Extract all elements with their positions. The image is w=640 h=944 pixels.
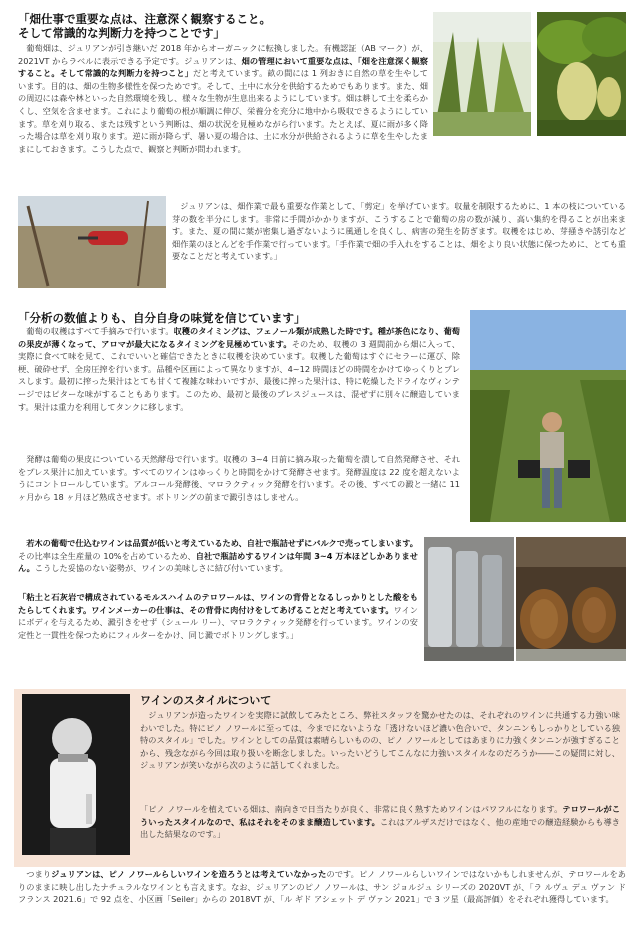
section3-heading: ワインのスタイルについて	[140, 694, 272, 707]
body-text: そのため、収穫の 3 週間前から畑に入って、実際に食べて味を見て、これでいいと確信できたときに収穫を決めています。収穫した葡萄はすぐにセラーに運び、除梗、破砕せず、全房圧搾を行います。品種や区画によって異なりますが、4~12 時間ほどの時間をかけてゆっくりとプレスします。最初に搾った果汁はとても甘くて複雑な味わいですが、最後に搾った果汁は、特に乾燥したドライなヴィンテージではピターな味がすることもあります。このため、最初と最後のプレスジュースは、混ぜずに別々に醸造しています。果汁は重力を利用してタンクに移します。	[18, 338, 460, 412]
body-text: つまり	[18, 869, 52, 879]
section3-paragraph-2	[18, 868, 626, 906]
body-text: ジュリアンが造ったワインを実際に試飲してみたところ、弊社スタッフを驚かせたのは、それぞれのワインに共通する力強い味わいでした。特にピノ ノワールに至っては、今までにないような「透けないほど濃い色合いで、タンニンもしっかりとしている独特のスタイル」でした。ワインとしての品質は素晴らしいものの、ピノ ノワールとしてはあまりに力強くタンニンが強すぎることから、残念ながら今回は取り扱いを断念しました。いったいどうしてこんなに力強いスタイルなのだろうか――この疑問に対し、ジュリアンが笑いながら次のように話してくれました。	[140, 710, 620, 771]
body-text: 葡萄の収穫はすべて手摘みで行います。	[18, 326, 174, 336]
section1-heading	[18, 12, 428, 40]
body-text: こうした妥協のない姿勢が、ワインの美味しさに結び付いています。	[34, 563, 288, 574]
emphasis-text: 若木の葡萄で仕込むワインは品質が低いと考えているため、自社で瓶詰せずにバルクで売ってしまいます。	[26, 538, 418, 548]
section1-heading-line1: 「畑仕事で重要な点は、注意深く観察すること。	[18, 12, 271, 26]
pruning-photo	[18, 196, 166, 288]
emphasis-text: 自社で瓶詰めするワインは年間 3~4 万本ほどしかありません。	[18, 550, 418, 574]
section3-paragraph-1	[140, 709, 620, 772]
section2-paragraph-4	[18, 591, 418, 641]
section2-heading: 「分析の数値よりも、自分自身の味覚を信じています」	[18, 311, 306, 325]
section2-paragraph-1	[18, 325, 460, 413]
body-text: 発酵は葡萄の果皮についている天然酵母で行います。収穫の 3~4 日前に摘み取った葡萄を潰して自然発酵させ、それをプレス果汁に加えています。すべてのワインはゆっくりと時間をかけて発酵させます。発酵温度は 22 度を超えないようにコントロールしています。アルコール発酵後、マロラクティック発酵を行います。その後、すべての澱と一緒に 11 ヶ月から 18 ヶ月ほど熟成させます。ボトリングの前まで澱引きはしません。	[18, 454, 460, 502]
emphasis-text: ジュリアンは、ピノ ノワールらしいワインを造ろうとは考えていなかった	[51, 869, 327, 879]
emphasis-text: 収穫のタイミングは、フェノール類が成熟した時です。種が茶色になり、葡萄の果皮が薄くなって、アロマが最大になるタイミングを見極めています。	[18, 326, 460, 349]
steel-tanks-photo	[424, 537, 514, 661]
section3-quote	[140, 803, 620, 841]
body-text: 「ピノ ノワールを植えている畑は、南向きで日当たりが良く、非常に良く熟すためワインはパワフルになります。	[140, 804, 563, 814]
emphasis-text: 畑の管理において重要な点は、「畑を注意深く観察すること。そして常識的な判断力を持つこと」	[18, 55, 428, 79]
harvest-worker-photo	[470, 310, 626, 522]
grape-cluster-photo	[537, 12, 626, 136]
winemaker-portrait-photo	[22, 694, 130, 855]
section2-paragraph-3	[18, 537, 418, 575]
oak-barrels-photo	[516, 537, 626, 661]
section2-paragraph-2	[18, 453, 460, 503]
body-text: だと考えています。畝の間には 1 列おきに自然の草を生やしています。目的は、畑の生物多様性を保つためです。そして、土中に水分を供給するためでもあります。また、畑の周辺には森や林といった自然環境を残し、様々な生物が生息出来るようにしています。畑は耕して土を柔らかくし、空気を含ませます。これにより葡萄の根が順調に伸び、栄養分を充分に地中から吸収できるようにしています。草を刈り取る、または残すという判断は、畑の状況を見極めながら行います。たとえば、夏に雨が多く降った場合は草を刈り取ります。逆に雨が降らず、暑い夏の場合は、土に水分が供給されるように草を生やしたままにしておきます。こうした点で、観察と判断が問われます。	[18, 68, 428, 154]
body-text: のです。ピノ ノワールらしいワインではないかもしれませんが、テロワールをありのままに映し出したナチュラルなワインとも言えます。なお、ジュリアンのピノ ノワールは、サン ジョルジュ シリーズの 2020VT が、「ラ ルヴュ デュ ヴァン ド フランス 2021.6」で 92 点を、小区画「Seiler」からの 2018VT が、「ル ギド アシェット デ ヴァン 2021」で 3 ツ星（最高評価）をそれぞれ獲得しています。	[18, 869, 626, 905]
body-text: その比率は全生産量の 10%を占めているため、	[18, 550, 196, 561]
section1-paragraph-2	[172, 200, 626, 263]
body-text: ワインにボディを与えるため、澱引きをせず（シュール リー）、マロラクティック発酵を行っています。ワインの安定性と一貫性を保つためにフィルターをかけ、同じ澱でボトリングします。」	[18, 604, 418, 640]
body-text	[18, 538, 26, 548]
section1-paragraph-1	[18, 42, 428, 155]
emphasis-text: 「粘土と石灰岩で構成されているモルスハイムのテロワールは、ワインの背骨となるしっかりとした酸をもたらしてくれます。ワインメーカーの仕事は、その背骨に肉付けをしてあげることだと考えています。	[18, 592, 418, 615]
body-text: これはアルザスだけではなく、他の産地での醸造経験からも導き出した結果なのです。」	[140, 816, 620, 840]
section1-heading-line2: そして常識的な判断力を持つことです」	[18, 26, 225, 40]
body-text: 葡萄畑は、ジュリアンが引き継いだ 2018 年からオーガニックに転換しました。有機認証（AB マーク）が、2021VT からラベルに表示できる予定です。ジュリアンは、	[18, 43, 428, 66]
emphasis-text: テロワールがこういったスタイルなので、私はそれをそのまま醸造しています。	[140, 804, 621, 827]
body-text: ジュリアンは、畑作業で最も重要な作業として、「剪定」を挙げています。収量を制限するために、1 本の枝についている芽の数を半分にします。非常に手間がかかりますが、こうすることで葡萄の房の数が減り、高い集約を得ることが出来ます。また、夏の間に葉が密集し過ぎないように風通しを良くし、病害の発生を防ぎます。収穫をはじめ、芽掻きや誘引など畑作業のほとんどを手作業で行っています。「手作業で畑の手入れをすることは、畑をより良い状態に保つために、とても重要なことだと考えています。」	[172, 201, 626, 262]
vineyard-rows-photo	[433, 12, 531, 136]
